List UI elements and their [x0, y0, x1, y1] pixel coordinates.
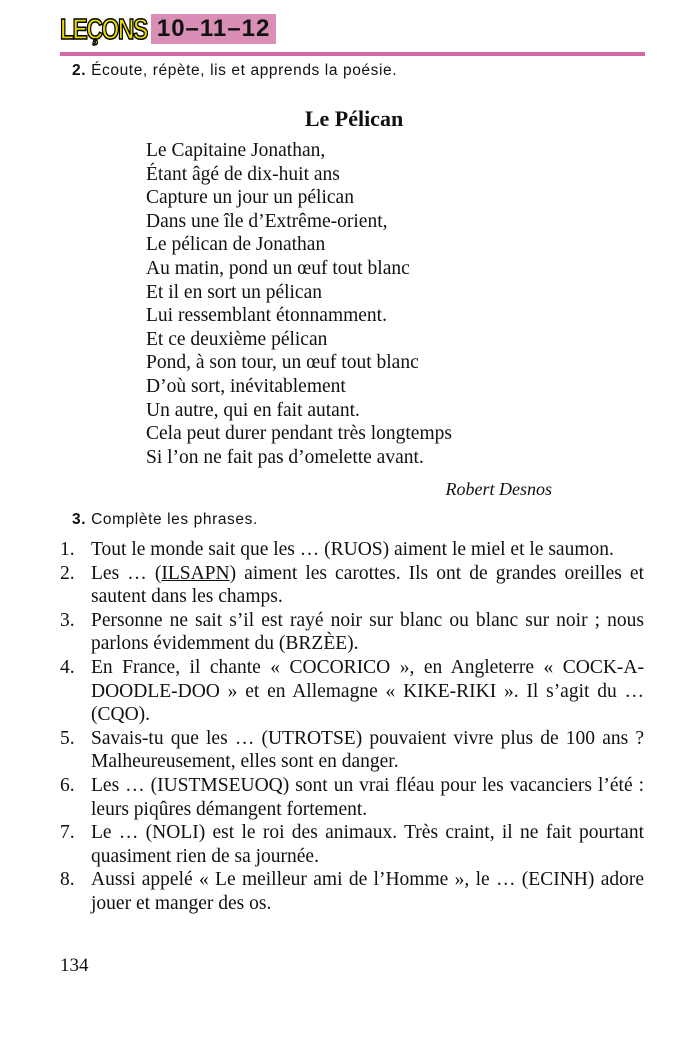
phrase-number: 2.: [60, 562, 75, 584]
phrase-item: [60, 727, 644, 774]
exercise-3-text: Complète les phrases.: [91, 511, 258, 528]
phrase-text-part: Les … (IUSTMSEUOQ) sont un vrai fléau pour les vacanciers l’été : leurs piqûres démangent fortement.: [91, 774, 644, 820]
phrase-text: [91, 774, 644, 821]
poem-line: D’où sort, inévitablement: [146, 375, 346, 397]
phrase-text: [91, 609, 644, 656]
phrase-text-part: Savais-tu que les … (UTROTSE) pouvaient vivre plus de 100 ans ? Malheureusement, elles sont en danger.: [91, 727, 644, 773]
poem-line: Au matin, pond un œuf tout blanc: [146, 257, 410, 279]
poem-line: Le pélican de Jonathan: [146, 234, 326, 256]
phrase-number: 6.: [60, 774, 75, 796]
poem-line: Et il en sort un pélican: [146, 281, 322, 303]
phrase-text-part: Tout le monde sait que les … (RUOS) aiment le miel et le saumon.: [91, 539, 614, 560]
phrase-text-part: Aussi appelé « Le meilleur ami de l’Homme », le … (ECINH) adore jouer et manger des os.: [91, 869, 644, 914]
phrase-text-part: Personne ne sait s’il est rayé noir sur blanc ou blanc sur noir ; nous parlons évidemment du (BRZÈE).: [91, 609, 644, 655]
phrase-item: [60, 538, 644, 562]
underlined-word: ILSAPN: [161, 562, 230, 584]
poem-line: Pond, à son tour, un œuf tout blanc: [146, 352, 419, 374]
phrase-number: 5.: [60, 727, 75, 749]
poem-line: Cela peut durer pendant très longtemps: [146, 423, 452, 445]
phrase-number: 7.: [60, 822, 75, 844]
page-number: 134: [60, 955, 89, 976]
phrase-text-part: Les … (: [91, 562, 162, 584]
exercise-2-text: Écoute, répète, lis et apprends la poésie.: [91, 62, 398, 79]
poem-line: Capture un jour un pélican: [146, 187, 354, 209]
phrase-item: [60, 656, 644, 727]
phrase-text: [91, 727, 644, 774]
phrase-text-part: En France, il chante « COCORICO », en Angleterre « COCK-A-DOODLE-DOO » et en Allemagne « KIKE-RIKI ». Il s’agit du … (CQO).: [91, 656, 644, 726]
exercise-2-number: 2.: [72, 62, 87, 79]
poem-line: Le Capitaine Jonathan,: [146, 140, 326, 161]
phrase-text-part: Le … (NOLI) est le roi des animaux. Très craint, il ne fait pourtant quasiment rien de sa journée.: [91, 822, 644, 867]
poem-line: Un autre, qui en fait autant.: [146, 399, 360, 421]
exercise-3-instruction: [72, 511, 258, 529]
lecons-logo: LEÇONS: [60, 12, 147, 45]
phrase-list: [60, 538, 644, 916]
phrase-text-part: ) aiment les carottes. Ils ont de grandes oreilles et sautent dans les champs.: [91, 562, 644, 608]
phrase-number: 8.: [60, 869, 75, 891]
phrase-text: [91, 538, 644, 562]
poem-line: Et ce deuxième pélican: [146, 328, 328, 350]
lesson-header: [60, 12, 276, 46]
phrase-text: [91, 562, 644, 609]
phrase-text: [91, 868, 644, 915]
phrase-item: [60, 774, 644, 821]
header-rule: [60, 52, 645, 56]
phrase-item: [60, 868, 644, 915]
exercise-2-instruction: [72, 62, 397, 80]
poem-line: Si l’on ne fait pas d’omelette avant.: [146, 446, 424, 468]
phrase-number: 3.: [60, 609, 75, 631]
phrase-number: 4.: [60, 656, 75, 678]
phrase-text: [91, 821, 644, 868]
phrase-text: [91, 656, 644, 727]
phrase-item: [60, 609, 644, 656]
lesson-numbers: 10–11–12: [151, 14, 276, 44]
poem-author: Robert Desnos: [445, 479, 552, 499]
poem-line: Dans une île d’Extrême-orient,: [146, 210, 388, 232]
poem-line: Lui ressemblant étonnamment.: [146, 305, 387, 327]
phrase-number: 1.: [60, 539, 75, 560]
phrase-item: [60, 562, 644, 609]
poem-title: Le Pélican: [304, 106, 404, 131]
poem-lines: [146, 139, 452, 469]
phrase-item: [60, 821, 644, 868]
exercise-3-number: 3.: [72, 511, 87, 528]
poem-line: Étant âgé de dix-huit ans: [146, 163, 340, 185]
